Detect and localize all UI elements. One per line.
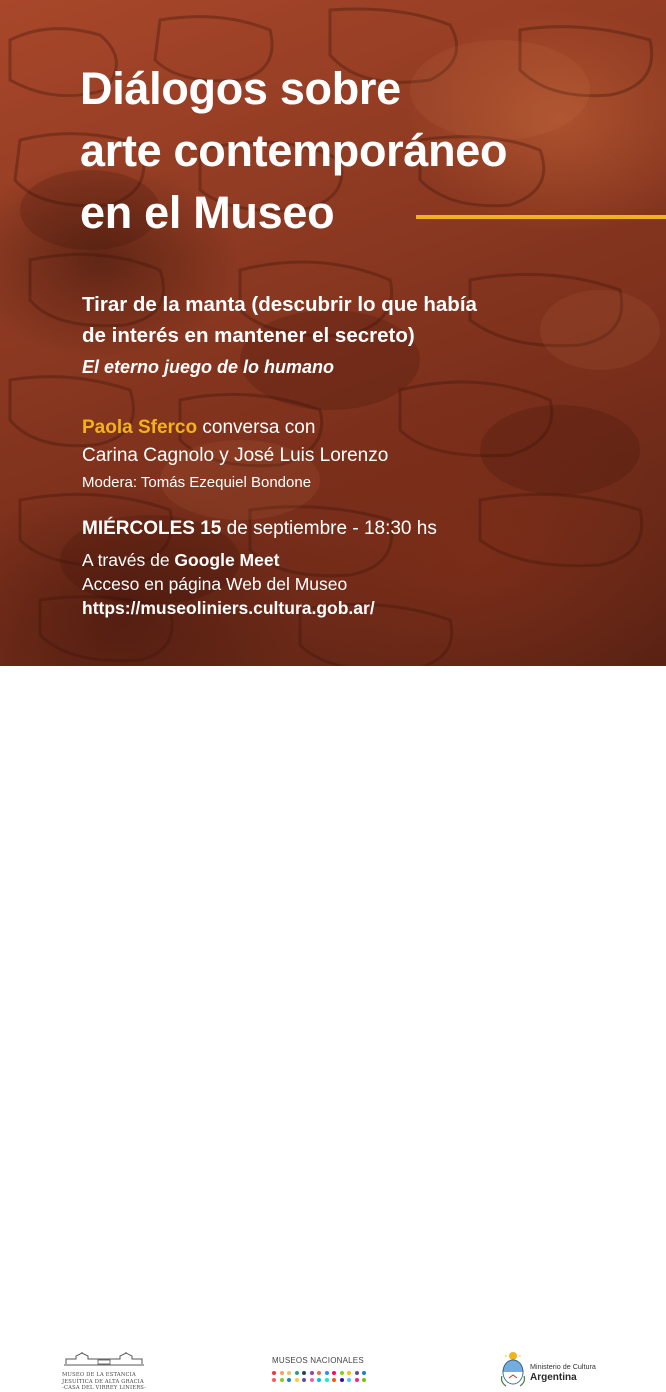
event-date-rest: de septiembre - 18:30 hs (221, 518, 437, 539)
guest-speakers: Carina Cagnolo y José Luis Lorenzo (82, 445, 389, 466)
platform-row (82, 548, 375, 572)
museo-building-icon (62, 1351, 146, 1367)
access-info (82, 548, 375, 620)
museo-name-line-3: -CASA DEL VIRREY LINIERS- (62, 1385, 147, 1392)
title-line-2: arte contemporáneo (80, 125, 508, 176)
museo-estancia-logo (62, 1351, 150, 1392)
gold-divider-line (416, 215, 666, 219)
platform-prefix: A través de (82, 550, 175, 570)
access-text: Acceso en página Web del Museo (82, 574, 348, 594)
speakers-block (82, 414, 388, 496)
subtitle-line-2: de interés en mantener el secreto) (82, 324, 415, 347)
museos-nacionales-logo (272, 1356, 372, 1382)
event-date (82, 518, 437, 540)
ministerio-line-2: Argentina (530, 1372, 577, 1383)
moderator: Modera: Tomás Ezequiel Bondone (82, 474, 312, 491)
museum-url-link[interactable]: https://museoliniers.cultura.gob.ar/ (82, 598, 375, 618)
museos-nacionales-label: MUSEOS NACIONALES (272, 1356, 364, 1365)
talk-tagline: El eterno juego de lo humano (82, 357, 335, 377)
ministerio-text (530, 1362, 596, 1383)
museo-name-line-1: MUSEO DE LA ESTANCIA (62, 1372, 136, 1378)
talk-subtitle (82, 289, 477, 351)
main-speaker-name: Paola Sferco (82, 417, 198, 438)
footer-logos (0, 666, 666, 1392)
speaker-verb: conversa con (197, 417, 316, 438)
main-speaker-row (82, 414, 388, 442)
ministerio-line-1: Ministerio de Cultura (530, 1362, 596, 1371)
subtitle-line-1: Tirar de la manta (descubrir lo que había (82, 293, 477, 316)
title-line-3: en el Museo (80, 187, 335, 238)
event-day: MIÉRCOLES 15 (82, 518, 222, 539)
ministerio-cultura-logo (500, 1350, 630, 1390)
platform-name: Google Meet (174, 550, 280, 570)
hero-background (0, 0, 666, 666)
colored-dots-icon (272, 1371, 372, 1382)
title-line-1: Diálogos sobre (80, 63, 401, 114)
museo-name-line-2: JESUÍTICA DE ALTA GRACIA (62, 1378, 145, 1385)
argentina-coat-of-arms-icon (500, 1350, 526, 1388)
